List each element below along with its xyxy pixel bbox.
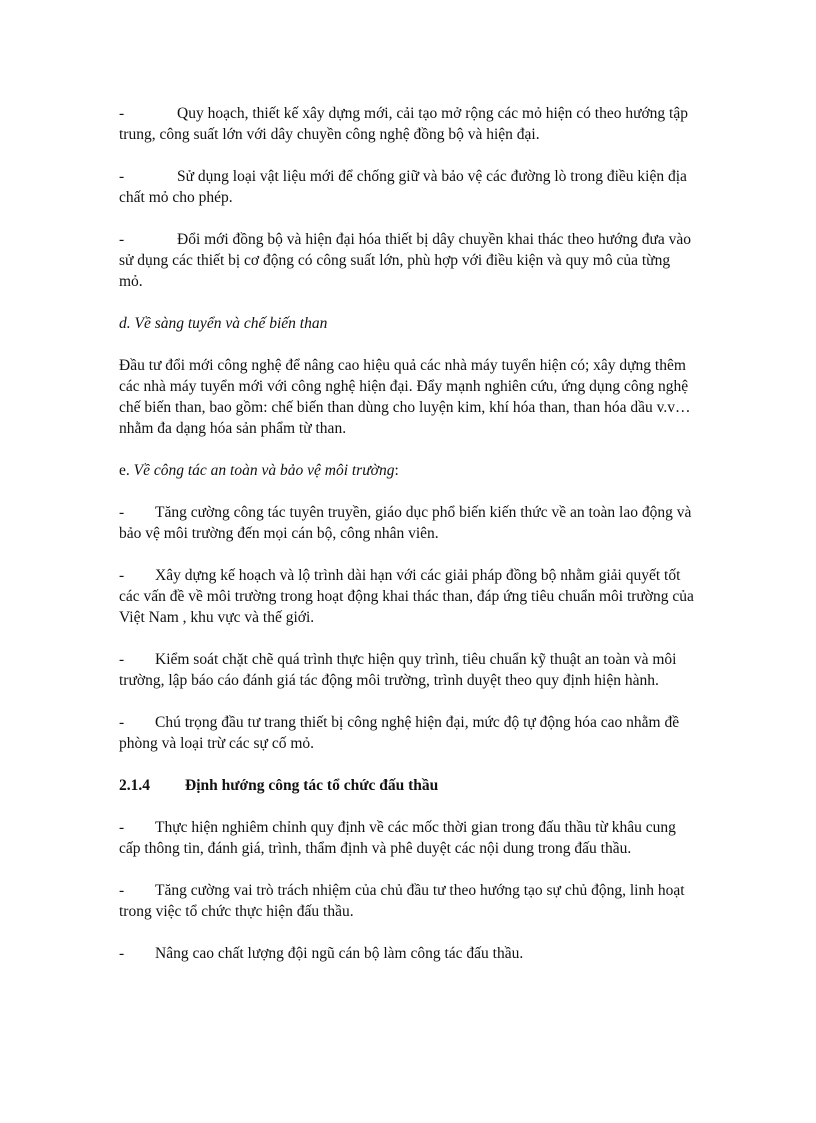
paragraph-text: Nâng cao chất lượng đội ngũ cán bộ làm công tác đấu thầu. — [155, 945, 524, 962]
bullet-dash: - — [119, 105, 125, 122]
paragraph-text: Chú trọng đầu tư trang thiết bị công nghệ hiện đại, mức độ tự động hóa cao nhằm đề phòng và loại trừ các sự cố mỏ. — [119, 714, 680, 752]
paragraph-text: Thực hiện nghiêm chỉnh quy định về các mốc thời gian trong đấu thầu từ khâu cung cấp thông tin, đánh giá, trình, thẩm định và phê duyệt các nội dung trong đấu thầu. — [119, 819, 676, 857]
bullet-paragraph-2 — [119, 166, 697, 208]
document-page — [119, 103, 697, 985]
bullet-paragraph-3 — [119, 229, 697, 292]
bullet-dash: - — [119, 504, 125, 521]
paragraph-text: Xây dựng kế hoạch và lộ trình dài hạn với các giải pháp đồng bộ nhằm giải quyết tốt các vấn đề về môi trường trong hoạt động khai thác than, đáp ứng tiêu chuẩn môi trường của Việt Nam , khu vực và thế giới. — [119, 567, 694, 626]
section-e-title: Về công tác an toàn và bảo vệ môi trường — [133, 462, 395, 479]
paragraph-text: Quy hoạch, thiết kế xây dựng mới, cải tạo mở rộng các mỏ hiện có theo hướng tập trung, công suất lớn với dây chuyền công nghệ đồng bộ và hiện đại. — [119, 105, 688, 143]
heading-number: 2.1.4 — [119, 777, 150, 794]
bullet-paragraph-1 — [119, 103, 697, 145]
paragraph-text: Kiểm soát chặt chẽ quá trình thực hiện quy trình, tiêu chuẩn kỹ thuật an toàn và môi trường, lập báo cáo đánh giá tác động môi trường, trình duyệt theo quy định hiện hành. — [119, 651, 677, 689]
bullet-dash: - — [119, 231, 125, 248]
paragraph-text: Tăng cường công tác tuyên truyền, giáo dục phổ biến kiến thức về an toàn lao động và bảo vệ môi trường đến mọi cán bộ, công nhân viên. — [119, 504, 692, 542]
paragraph-text: Đổi mới đồng bộ và hiện đại hóa thiết bị dây chuyền khai thác theo hướng đưa vào sử dụng các thiết bị cơ động có công suất lớn, phù hợp với điều kiện và quy mô của từng mỏ. — [119, 231, 692, 290]
bullet-paragraph-5 — [119, 502, 697, 544]
bullet-paragraph-10 — [119, 880, 697, 922]
section-heading-2-1-4 — [119, 775, 697, 796]
bullet-dash: - — [119, 882, 125, 899]
bullet-paragraph-8 — [119, 712, 697, 754]
section-heading-e — [119, 460, 697, 481]
heading-title: Định hướng công tác tổ chức đấu thầu — [185, 777, 439, 794]
section-e-prefix: e. — [119, 462, 134, 479]
bullet-dash: - — [119, 714, 125, 731]
bullet-paragraph-11 — [119, 943, 697, 964]
paragraph-text: Sử dụng loại vật liệu mới để chống giữ và bảo vệ các đường lò trong điều kiện địa chất mỏ cho phép. — [119, 168, 687, 206]
bullet-paragraph-9 — [119, 817, 697, 859]
bullet-dash: - — [119, 819, 125, 836]
bullet-paragraph-6 — [119, 565, 697, 628]
bullet-dash: - — [119, 168, 125, 185]
paragraph-text: Tăng cường vai trò trách nhiệm của chủ đầu tư theo hướng tạo sự chủ động, linh hoạt trong việc tổ chức thực hiện đấu thầu. — [119, 882, 685, 920]
section-e-suffix: : — [394, 462, 399, 479]
bullet-dash: - — [119, 651, 125, 668]
section-heading-d: d. Về sàng tuyển và chế biến than — [119, 315, 328, 332]
bullet-paragraph-7 — [119, 649, 697, 691]
bullet-dash: - — [119, 567, 125, 584]
paragraph-processing: Đầu tư đổi mới công nghệ để nâng cao hiệu quả các nhà máy tuyển hiện có; xây dựng thêm các nhà máy tuyển mới với công nghệ hiện đại. Đẩy mạnh nghiên cứu, ứng dụng công nghệ chế biến than, bao gồm: chế biến than dùng cho luyện kim, khí hóa than, than hóa dầu v.v… nhằm đa dạng hóa sản phẩm từ than. — [119, 357, 691, 437]
bullet-dash: - — [119, 945, 125, 962]
